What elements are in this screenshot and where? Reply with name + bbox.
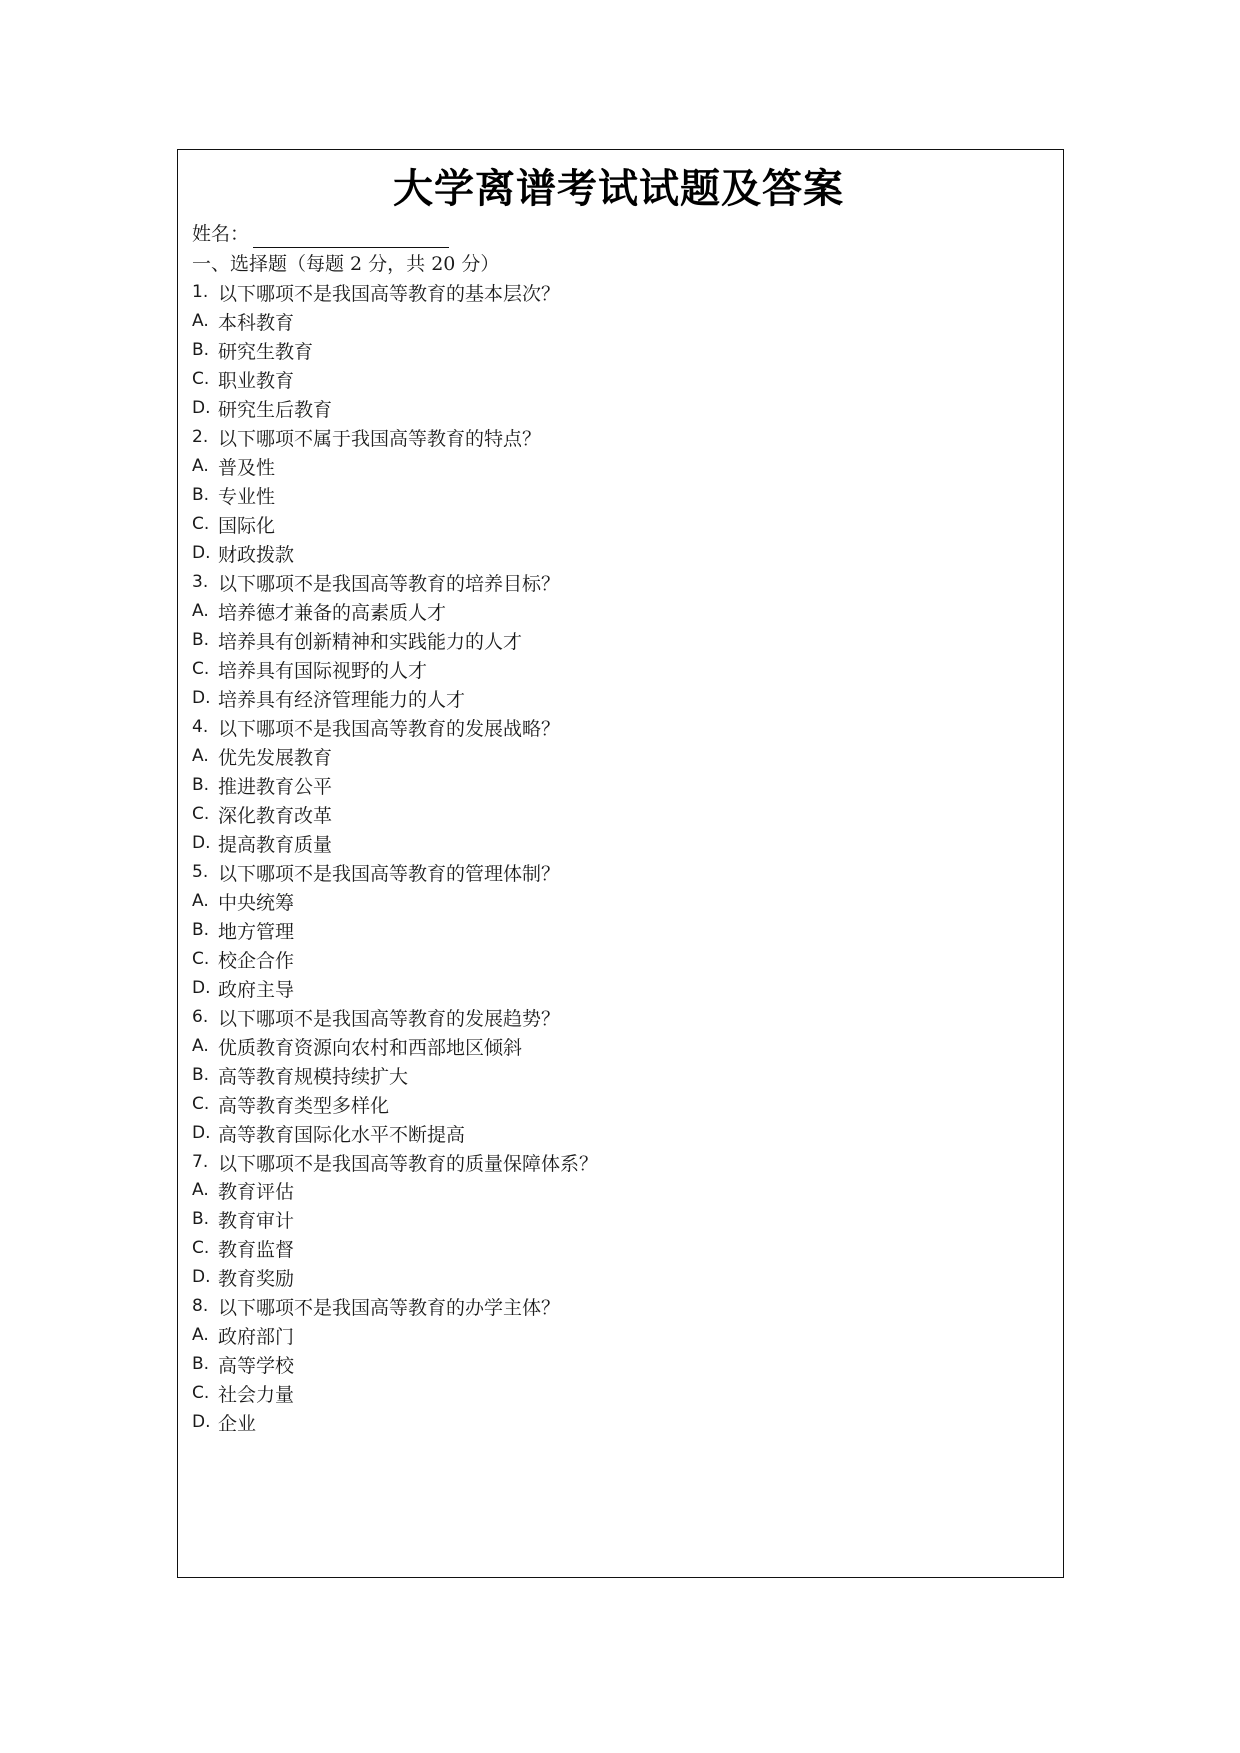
option-text: 研究生教育 <box>218 341 314 364</box>
option-marker: B. <box>192 774 210 795</box>
question-option[interactable] <box>192 338 1045 367</box>
option-text: 研究生后教育 <box>218 399 333 422</box>
option-text: 优质教育资源向农村和西部地区倾斜 <box>218 1036 523 1059</box>
question-option[interactable] <box>192 483 1045 512</box>
question-option[interactable] <box>192 947 1045 976</box>
question-option[interactable] <box>192 744 1045 773</box>
option-text: 普及性 <box>218 457 276 480</box>
question-number: 4. <box>192 716 209 737</box>
question-stem <box>192 860 1045 889</box>
exam-page-content <box>178 150 1063 1577</box>
option-text: 财政拨款 <box>218 544 295 567</box>
question-stem <box>192 1150 1045 1179</box>
question-list <box>192 280 1045 1439</box>
option-marker: A. <box>192 456 209 477</box>
option-marker: A. <box>192 1035 209 1056</box>
question-option[interactable] <box>192 773 1045 802</box>
question-text: 以下哪项不是我国高等教育的发展趋势？ <box>218 1007 561 1030</box>
option-marker: C. <box>192 1238 210 1259</box>
question-option[interactable] <box>192 396 1045 425</box>
option-text: 教育评估 <box>218 1181 295 1204</box>
question-option[interactable] <box>192 889 1045 918</box>
option-text: 高等教育国际化水平不断提高 <box>218 1123 466 1146</box>
option-marker: D. <box>192 543 211 564</box>
question-stem <box>192 715 1045 744</box>
option-text: 地方管理 <box>218 920 295 943</box>
question-option[interactable] <box>192 1092 1045 1121</box>
question-block <box>192 1005 1045 1150</box>
question-number: 7. <box>192 1151 209 1172</box>
option-text: 培养德才兼备的高素质人才 <box>218 602 447 625</box>
option-marker: D. <box>192 1267 211 1288</box>
question-text: 以下哪项不属于我国高等教育的特点？ <box>218 428 542 451</box>
question-text: 以下哪项不是我国高等教育的发展战略？ <box>218 717 561 740</box>
option-marker: B. <box>192 630 210 651</box>
question-block <box>192 1150 1045 1295</box>
option-marker: B. <box>192 340 210 361</box>
option-marker: C. <box>192 803 210 824</box>
option-marker: A. <box>192 1180 209 1201</box>
question-option[interactable] <box>192 1063 1045 1092</box>
question-option[interactable] <box>192 1034 1045 1063</box>
option-text: 培养具有经济管理能力的人才 <box>218 689 466 711</box>
option-text: 本科教育 <box>218 312 295 335</box>
option-text: 专业性 <box>218 486 276 509</box>
option-marker: C. <box>192 948 210 969</box>
question-block <box>192 715 1045 860</box>
question-text: 以下哪项不是我国高等教育的培养目标？ <box>218 573 561 596</box>
option-text: 教育审计 <box>218 1210 295 1233</box>
question-text: 以下哪项不是我国高等教育的管理体制？ <box>218 862 561 885</box>
section-heading-multiple-choice: 一、选择题（每题 2 分，共 20 分） <box>192 253 500 275</box>
option-text: 政府主导 <box>218 978 295 1001</box>
option-marker: D. <box>192 688 211 708</box>
option-marker: B. <box>192 485 210 506</box>
name-field-label: 姓名： <box>192 222 250 245</box>
option-marker: A. <box>192 601 209 622</box>
option-marker: A. <box>192 745 209 766</box>
question-option[interactable] <box>192 976 1045 1005</box>
question-option[interactable] <box>192 686 1045 715</box>
option-marker: B. <box>192 1064 210 1085</box>
question-option[interactable] <box>192 628 1045 657</box>
question-number: 2. <box>192 427 209 448</box>
option-marker: C. <box>192 1383 210 1404</box>
option-marker: A. <box>192 1325 209 1346</box>
question-option[interactable] <box>192 1381 1045 1410</box>
option-text: 中央统筹 <box>218 891 295 914</box>
question-text: 以下哪项不是我国高等教育的质量保障体系？ <box>218 1152 599 1175</box>
question-block <box>192 280 1045 425</box>
question-number: 8. <box>192 1296 209 1317</box>
question-option[interactable] <box>192 599 1045 628</box>
option-marker: D. <box>192 1412 211 1433</box>
option-text: 推进教育公平 <box>218 775 333 798</box>
option-text: 培养具有国际视野的人才 <box>218 660 428 683</box>
page-title: 大学离谱考试试题及答案 <box>393 165 844 212</box>
option-text: 高等学校 <box>218 1355 295 1378</box>
option-text: 校企合作 <box>218 949 295 972</box>
option-text: 教育奖励 <box>218 1268 295 1291</box>
question-number: 6. <box>192 1006 209 1027</box>
option-marker: D. <box>192 1122 211 1143</box>
question-stem <box>192 280 1045 309</box>
option-marker: C. <box>192 369 210 390</box>
question-number: 5. <box>192 861 209 882</box>
option-text: 职业教育 <box>218 370 295 393</box>
option-text: 深化教育改革 <box>218 804 333 827</box>
question-stem <box>192 1294 1045 1323</box>
name-field-blank[interactable] <box>253 227 449 248</box>
question-stem <box>192 1005 1045 1034</box>
exam-page-frame <box>177 149 1064 1578</box>
option-marker: B. <box>192 919 210 940</box>
question-option[interactable] <box>192 1352 1045 1381</box>
option-marker: A. <box>192 311 209 332</box>
option-text: 优先发展教育 <box>218 746 333 769</box>
option-text: 培养具有创新精神和实践能力的人才 <box>218 631 523 654</box>
option-text: 高等教育规模持续扩大 <box>218 1065 409 1088</box>
option-text: 企业 <box>218 1413 257 1436</box>
question-block <box>192 570 1045 715</box>
question-option[interactable] <box>192 918 1045 947</box>
option-marker: C. <box>192 659 210 680</box>
question-option[interactable] <box>192 1410 1045 1439</box>
option-text: 社会力量 <box>218 1384 295 1407</box>
question-option[interactable] <box>192 541 1045 570</box>
question-option[interactable] <box>192 309 1045 338</box>
question-stem <box>192 570 1045 599</box>
option-marker: B. <box>192 1354 210 1375</box>
question-option[interactable] <box>192 1121 1045 1150</box>
question-block <box>192 425 1045 570</box>
question-option[interactable] <box>192 1236 1045 1265</box>
question-option[interactable] <box>192 367 1045 396</box>
question-block <box>192 1294 1045 1439</box>
question-number: 3. <box>192 572 209 593</box>
name-field-row <box>192 218 1045 248</box>
question-option[interactable] <box>192 1178 1045 1207</box>
question-option[interactable] <box>192 512 1045 541</box>
option-text: 教育监督 <box>218 1239 295 1262</box>
question-option[interactable] <box>192 1323 1045 1352</box>
option-marker: D. <box>192 977 211 998</box>
question-option[interactable] <box>192 802 1045 831</box>
question-text: 以下哪项不是我国高等教育的办学主体？ <box>218 1297 561 1320</box>
option-marker: D. <box>192 832 211 853</box>
question-stem <box>192 425 1045 454</box>
option-text: 高等教育类型多样化 <box>218 1094 390 1117</box>
question-block <box>192 860 1045 1005</box>
option-marker: B. <box>192 1209 210 1230</box>
option-marker: C. <box>192 1093 210 1114</box>
question-option[interactable] <box>192 657 1045 686</box>
option-text: 提高教育质量 <box>218 833 333 856</box>
question-option[interactable] <box>192 454 1045 483</box>
option-marker: C. <box>192 514 210 535</box>
option-text: 国际化 <box>218 515 276 538</box>
question-option[interactable] <box>192 1265 1045 1294</box>
option-text: 政府部门 <box>218 1326 295 1349</box>
option-marker: A. <box>192 890 209 911</box>
question-option[interactable] <box>192 1207 1045 1236</box>
option-marker: D. <box>192 398 211 419</box>
question-text: 以下哪项不是我国高等教育的基本层次？ <box>218 283 561 306</box>
question-option[interactable] <box>192 831 1045 860</box>
question-number: 1. <box>192 282 209 303</box>
